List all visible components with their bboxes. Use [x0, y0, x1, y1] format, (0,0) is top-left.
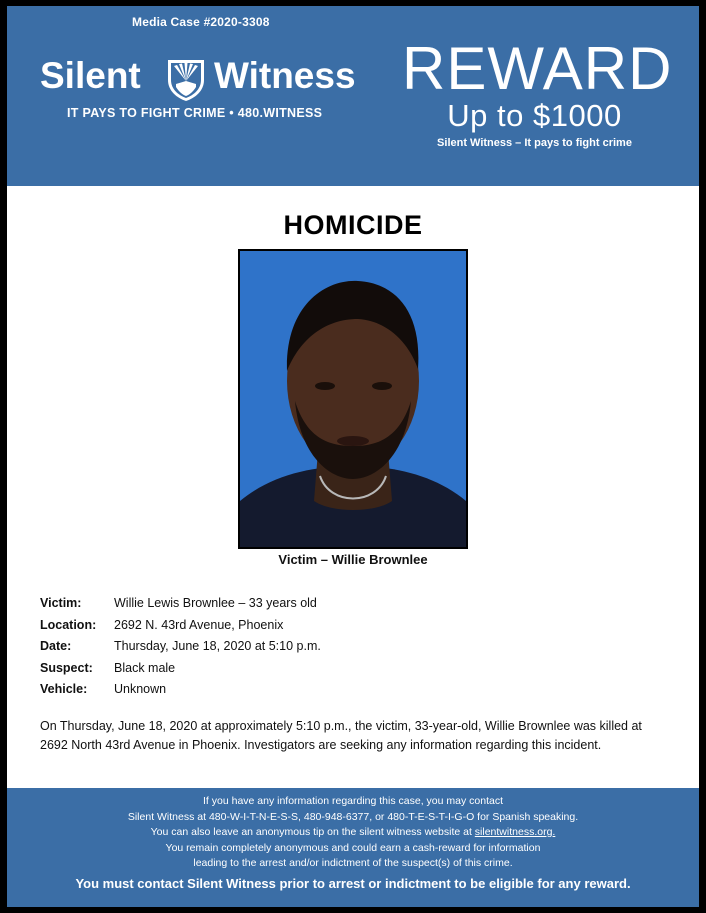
reward-flyer [7, 6, 699, 907]
footer-line: Silent Witness at 480-W-I-T-N-E-S-S, 480-948-6377, or 480-T-E-S-T-I-G-O for Spanish speaking. [127, 810, 579, 823]
detail-row-victim [40, 596, 680, 618]
footer-line: If you have any information regarding this case, you may contact [203, 795, 503, 807]
victim-photo [238, 249, 468, 549]
arizona-shield-sunburst-icon [164, 54, 208, 102]
case-type-title: HOMICIDE [283, 210, 423, 240]
detail-row-vehicle [40, 682, 680, 704]
footer-contact-info [7, 788, 699, 872]
logo-word-silent: Silent [40, 55, 141, 96]
detail-label: Vehicle: [40, 682, 88, 696]
reward-amount: Up to $1000 [447, 98, 622, 133]
website-link[interactable]: silentwitness.org. [474, 826, 556, 838]
footer-line [7, 825, 699, 841]
reward-subtitle: Silent Witness – It pays to fight crime [437, 137, 632, 149]
eligibility-notice: You must contact Silent Witness prior to arrest or indictment to be eligible for any reward. [75, 876, 631, 891]
detail-label: Date: [40, 639, 72, 653]
footer-line: You remain completely anonymous and could earn a cash-reward for information [165, 841, 541, 854]
logo-word-witness: Witness [214, 55, 356, 96]
detail-row-suspect [40, 661, 680, 683]
media-case-number: Media Case #2020-3308 [132, 15, 270, 29]
reward-block [402, 35, 673, 149]
detail-value: Willie Lewis Brownlee – 33 years old [114, 596, 317, 610]
header-banner [7, 6, 699, 186]
silent-witness-logo [40, 54, 370, 124]
case-summary: On Thursday, June 18, 2020 at approximately 5:10 p.m., the victim, 33-year-old, Willie Brownlee was killed at 2692 North 43rd Avenue in Phoenix. Investigators are seeking any information regarding this incident. [40, 719, 642, 752]
detail-value: 2692 N. 43rd Avenue, Phoenix [114, 617, 284, 632]
footer-banner [7, 788, 699, 907]
detail-label: Location: [40, 617, 97, 632]
photo-caption: Victim – Willie Brownlee [278, 552, 428, 567]
case-details [40, 596, 680, 704]
detail-label: Suspect: [40, 660, 93, 675]
detail-row-location [40, 618, 680, 640]
footer-line-text: You can also leave an anonymous tip on the silent witness website at [150, 826, 475, 838]
detail-value: Thursday, June 18, 2020 at 5:10 p.m. [114, 639, 321, 653]
detail-value: Black male [114, 660, 176, 675]
footer-line: leading to the arrest and/or indictment of the suspect(s) of this crime. [193, 857, 513, 869]
detail-label: Victim: [40, 596, 82, 610]
victim-portrait-image [240, 251, 466, 547]
logo-tagline: IT PAYS TO FIGHT CRIME • 480.WITNESS [67, 106, 323, 120]
reward-title: REWARD [402, 35, 673, 102]
detail-value: Unknown [114, 682, 167, 696]
detail-row-date [40, 639, 680, 661]
